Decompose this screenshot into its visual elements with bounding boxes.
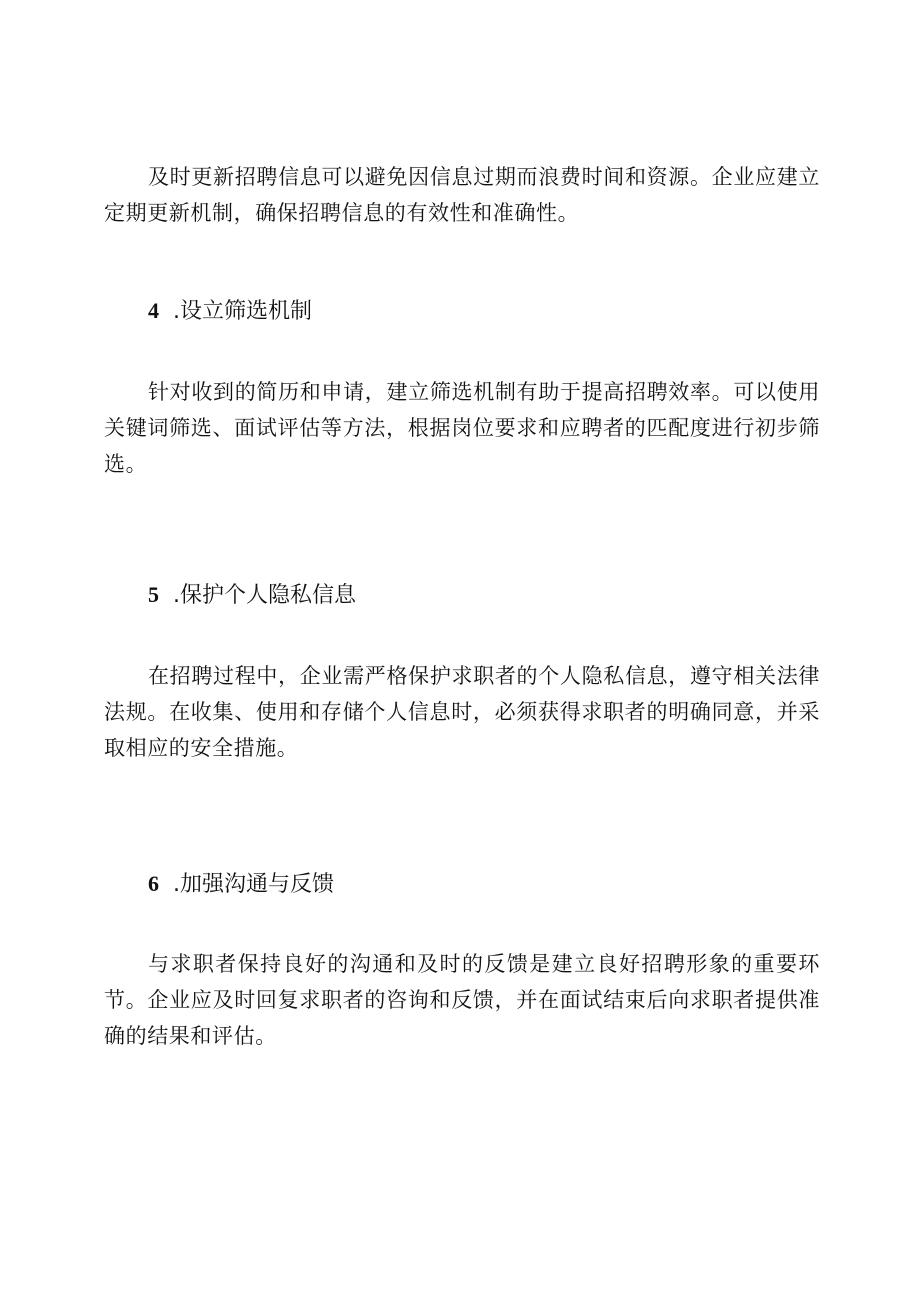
section-5-title: .保护个人隐私信息: [173, 583, 356, 608]
section-5-number: 5: [148, 582, 159, 607]
section-6-number: 6: [148, 871, 159, 896]
section-4-number: 4: [148, 298, 159, 323]
section-6-body: 与求职者保持良好的沟通和及时的反馈是建立良好招聘形象的重要环节。企业应及时回复求职者的咨询和反馈，并在面试结束后向求职者提供准确的结果和评估。: [104, 952, 820, 1048]
section-5-heading: [148, 580, 356, 611]
section-6-title: .加强沟通与反馈: [173, 872, 334, 897]
section-5-body: 在招聘过程中，企业需严格保护求职者的个人隐私信息，遵守相关法律法规。在收集、使用和存储个人信息时，必须获得求职者的明确同意，并采取相应的安全措施。: [104, 664, 820, 760]
section-4-body: 针对收到的简历和申请，建立筛选机制有助于提高招聘效率。可以使用关键词筛选、面试评估等方法，根据岗位要求和应聘者的匹配度进行初步筛选。: [104, 380, 820, 476]
section-4-title: .设立筛选机制: [173, 299, 312, 324]
section-4-heading: [148, 296, 312, 327]
section-6-heading: [148, 869, 334, 900]
intro-paragraph: 及时更新招聘信息可以避免因信息过期而浪费时间和资源。企业应建立定期更新机制，确保招聘信息的有效性和准确性。: [104, 165, 820, 225]
